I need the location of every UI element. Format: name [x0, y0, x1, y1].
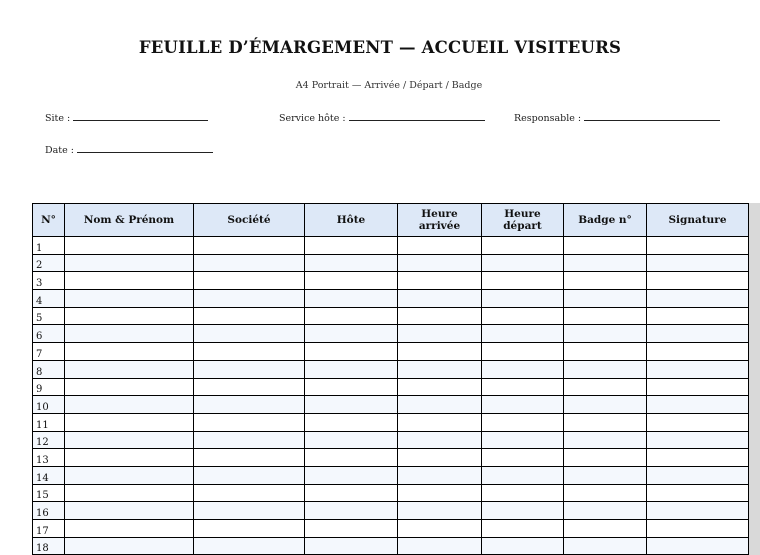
cell-heure-depart[interactable] [482, 254, 564, 272]
cell-signature[interactable] [647, 502, 749, 520]
cell-numero: 18 [33, 537, 65, 555]
cell-heure-depart[interactable] [482, 413, 564, 431]
cell-signature[interactable] [647, 237, 749, 255]
table-row [33, 431, 749, 449]
cell-societe[interactable] [194, 413, 305, 431]
date-field [45, 143, 213, 156]
cell-heure-depart[interactable] [482, 449, 564, 467]
table-row [33, 307, 749, 325]
cell-numero: 9 [33, 378, 65, 396]
header-numero: N° [33, 204, 65, 237]
cell-societe[interactable] [194, 396, 305, 414]
cell-heure-arrivee[interactable] [398, 502, 482, 520]
cell-heure-arrivee[interactable] [398, 325, 482, 343]
cell-signature[interactable] [647, 272, 749, 290]
cell-numero: 5 [33, 307, 65, 325]
cell-heure-depart[interactable] [482, 290, 564, 308]
cell-badge[interactable] [564, 484, 647, 502]
cell-heure-arrivee[interactable] [398, 431, 482, 449]
cell-nom-prenom[interactable] [65, 272, 194, 290]
table-row [33, 520, 749, 538]
cell-heure-arrivee[interactable] [398, 484, 482, 502]
cell-badge[interactable] [564, 449, 647, 467]
page-title: FEUILLE D’ÉMARGEMENT — ACCUEIL VISITEURS [138, 38, 622, 57]
cell-heure-arrivee[interactable] [398, 343, 482, 361]
cell-numero: 14 [33, 466, 65, 484]
cell-nom-prenom[interactable] [65, 520, 194, 538]
table-row [33, 537, 749, 555]
cell-signature[interactable] [647, 466, 749, 484]
cell-heure-depart[interactable] [482, 431, 564, 449]
header-hote: Hôte [305, 204, 398, 237]
cell-societe[interactable] [194, 237, 305, 255]
table-row [33, 396, 749, 414]
cell-hote[interactable] [305, 520, 398, 538]
cell-signature[interactable] [647, 413, 749, 431]
cell-numero: 12 [33, 431, 65, 449]
attendance-table [32, 203, 749, 555]
table-header-row [33, 204, 749, 237]
responsable-label: Responsable : [514, 113, 582, 124]
cell-nom-prenom[interactable] [65, 325, 194, 343]
cell-nom-prenom[interactable] [65, 484, 194, 502]
cell-hote[interactable] [305, 502, 398, 520]
cell-numero: 16 [33, 502, 65, 520]
cell-signature[interactable] [647, 378, 749, 396]
cell-signature[interactable] [647, 520, 749, 538]
table-row [33, 272, 749, 290]
cell-hote[interactable] [305, 413, 398, 431]
table-body [33, 237, 749, 555]
cell-nom-prenom[interactable] [65, 449, 194, 467]
cell-societe[interactable] [194, 502, 305, 520]
cell-signature[interactable] [647, 449, 749, 467]
cell-numero: 6 [33, 325, 65, 343]
cell-hote[interactable] [305, 237, 398, 255]
site-label: Site : [45, 113, 71, 124]
table-row [33, 484, 749, 502]
cell-badge[interactable] [564, 520, 647, 538]
cell-hote[interactable] [305, 449, 398, 467]
cell-numero: 15 [33, 484, 65, 502]
cell-badge[interactable] [564, 360, 647, 378]
table-row [33, 360, 749, 378]
cell-heure-depart[interactable] [482, 466, 564, 484]
table-row [33, 378, 749, 396]
header-heure-depart: Heure départ [482, 204, 564, 237]
cell-signature[interactable] [647, 290, 749, 308]
cell-signature[interactable] [647, 396, 749, 414]
cell-numero: 8 [33, 360, 65, 378]
cell-heure-arrivee[interactable] [398, 413, 482, 431]
cell-badge[interactable] [564, 307, 647, 325]
cell-badge[interactable] [564, 272, 647, 290]
cell-numero: 10 [33, 396, 65, 414]
header-societe: Société [194, 204, 305, 237]
cell-heure-arrivee[interactable] [398, 449, 482, 467]
service-hote-blank-line[interactable] [349, 111, 485, 121]
cell-heure-depart[interactable] [482, 520, 564, 538]
cell-heure-depart[interactable] [482, 272, 564, 290]
cell-societe[interactable] [194, 449, 305, 467]
cell-heure-arrivee[interactable] [398, 237, 482, 255]
cell-heure-depart[interactable] [482, 325, 564, 343]
page-subtitle: A4 Portrait — Arrivée / Départ / Badge [295, 80, 483, 91]
cell-signature[interactable] [647, 254, 749, 272]
table-row [33, 325, 749, 343]
cell-nom-prenom[interactable] [65, 396, 194, 414]
table-row [33, 413, 749, 431]
cell-societe[interactable] [194, 254, 305, 272]
cell-societe[interactable] [194, 537, 305, 555]
table-row [33, 254, 749, 272]
table-row [33, 466, 749, 484]
cell-heure-arrivee[interactable] [398, 254, 482, 272]
cell-badge[interactable] [564, 431, 647, 449]
cell-heure-depart[interactable] [482, 484, 564, 502]
cell-societe[interactable] [194, 378, 305, 396]
cell-hote[interactable] [305, 307, 398, 325]
cell-signature[interactable] [647, 484, 749, 502]
table-row [33, 290, 749, 308]
cell-signature[interactable] [647, 325, 749, 343]
header-signature: Signature [647, 204, 749, 237]
cell-societe[interactable] [194, 520, 305, 538]
vertical-scrollbar[interactable] [749, 203, 760, 555]
header-badge: Badge n° [564, 204, 647, 237]
responsable-blank-line[interactable] [584, 111, 720, 121]
cell-hote[interactable] [305, 466, 398, 484]
cell-badge[interactable] [564, 413, 647, 431]
cell-nom-prenom[interactable] [65, 237, 194, 255]
cell-signature[interactable] [647, 343, 749, 361]
table-row [33, 449, 749, 467]
cell-numero: 3 [33, 272, 65, 290]
header-heure-arrivee: Heure arrivée [398, 204, 482, 237]
cell-badge[interactable] [564, 537, 647, 555]
cell-heure-depart[interactable] [482, 502, 564, 520]
cell-hote[interactable] [305, 378, 398, 396]
header-nom-prenom: Nom & Prénom [65, 204, 194, 237]
cell-nom-prenom[interactable] [65, 431, 194, 449]
cell-heure-depart[interactable] [482, 237, 564, 255]
cell-badge[interactable] [564, 290, 647, 308]
cell-signature[interactable] [647, 537, 749, 555]
cell-numero: 13 [33, 449, 65, 467]
cell-numero: 2 [33, 254, 65, 272]
cell-heure-arrivee[interactable] [398, 520, 482, 538]
cell-societe[interactable] [194, 290, 305, 308]
cell-societe[interactable] [194, 484, 305, 502]
cell-societe[interactable] [194, 466, 305, 484]
cell-hote[interactable] [305, 290, 398, 308]
cell-heure-depart[interactable] [482, 343, 564, 361]
service-hote-label: Service hôte : [279, 113, 346, 124]
site-blank-line[interactable] [73, 111, 208, 121]
cell-numero: 4 [33, 290, 65, 308]
cell-societe[interactable] [194, 325, 305, 343]
date-blank-line[interactable] [77, 143, 213, 153]
cell-numero: 1 [33, 237, 65, 255]
cell-signature[interactable] [647, 360, 749, 378]
cell-hote[interactable] [305, 396, 398, 414]
cell-heure-depart[interactable] [482, 396, 564, 414]
cell-heure-arrivee[interactable] [398, 396, 482, 414]
cell-heure-arrivee[interactable] [398, 307, 482, 325]
cell-societe[interactable] [194, 360, 305, 378]
cell-heure-depart[interactable] [482, 360, 564, 378]
cell-societe[interactable] [194, 431, 305, 449]
cell-societe[interactable] [194, 343, 305, 361]
cell-nom-prenom[interactable] [65, 254, 194, 272]
cell-heure-arrivee[interactable] [398, 466, 482, 484]
cell-signature[interactable] [647, 431, 749, 449]
cell-heure-arrivee[interactable] [398, 378, 482, 396]
cell-hote[interactable] [305, 325, 398, 343]
cell-heure-arrivee[interactable] [398, 360, 482, 378]
cell-nom-prenom[interactable] [65, 502, 194, 520]
cell-nom-prenom[interactable] [65, 537, 194, 555]
cell-signature[interactable] [647, 307, 749, 325]
site-field [45, 111, 208, 124]
cell-heure-arrivee[interactable] [398, 537, 482, 555]
cell-badge[interactable] [564, 237, 647, 255]
cell-heure-depart[interactable] [482, 307, 564, 325]
cell-badge[interactable] [564, 325, 647, 343]
cell-badge[interactable] [564, 343, 647, 361]
cell-hote[interactable] [305, 537, 398, 555]
cell-numero: 11 [33, 413, 65, 431]
cell-hote[interactable] [305, 360, 398, 378]
cell-heure-arrivee[interactable] [398, 290, 482, 308]
cell-numero: 17 [33, 520, 65, 538]
cell-badge[interactable] [564, 396, 647, 414]
cell-badge[interactable] [564, 466, 647, 484]
cell-heure-arrivee[interactable] [398, 272, 482, 290]
cell-societe[interactable] [194, 272, 305, 290]
table-row [33, 237, 749, 255]
service-hote-field [279, 111, 485, 124]
date-label: Date : [45, 145, 74, 156]
cell-hote[interactable] [305, 484, 398, 502]
cell-societe[interactable] [194, 307, 305, 325]
cell-badge[interactable] [564, 502, 647, 520]
cell-heure-depart[interactable] [482, 378, 564, 396]
cell-hote[interactable] [305, 431, 398, 449]
cell-numero: 7 [33, 343, 65, 361]
cell-badge[interactable] [564, 254, 647, 272]
cell-nom-prenom[interactable] [65, 466, 194, 484]
table-row [33, 502, 749, 520]
cell-nom-prenom[interactable] [65, 343, 194, 361]
table-row [33, 343, 749, 361]
cell-nom-prenom[interactable] [65, 413, 194, 431]
cell-nom-prenom[interactable] [65, 378, 194, 396]
cell-hote[interactable] [305, 272, 398, 290]
cell-badge[interactable] [564, 378, 647, 396]
cell-hote[interactable] [305, 254, 398, 272]
cell-hote[interactable] [305, 343, 398, 361]
cell-nom-prenom[interactable] [65, 307, 194, 325]
responsable-field [514, 111, 720, 124]
cell-heure-depart[interactable] [482, 537, 564, 555]
cell-nom-prenom[interactable] [65, 290, 194, 308]
cell-nom-prenom[interactable] [65, 360, 194, 378]
